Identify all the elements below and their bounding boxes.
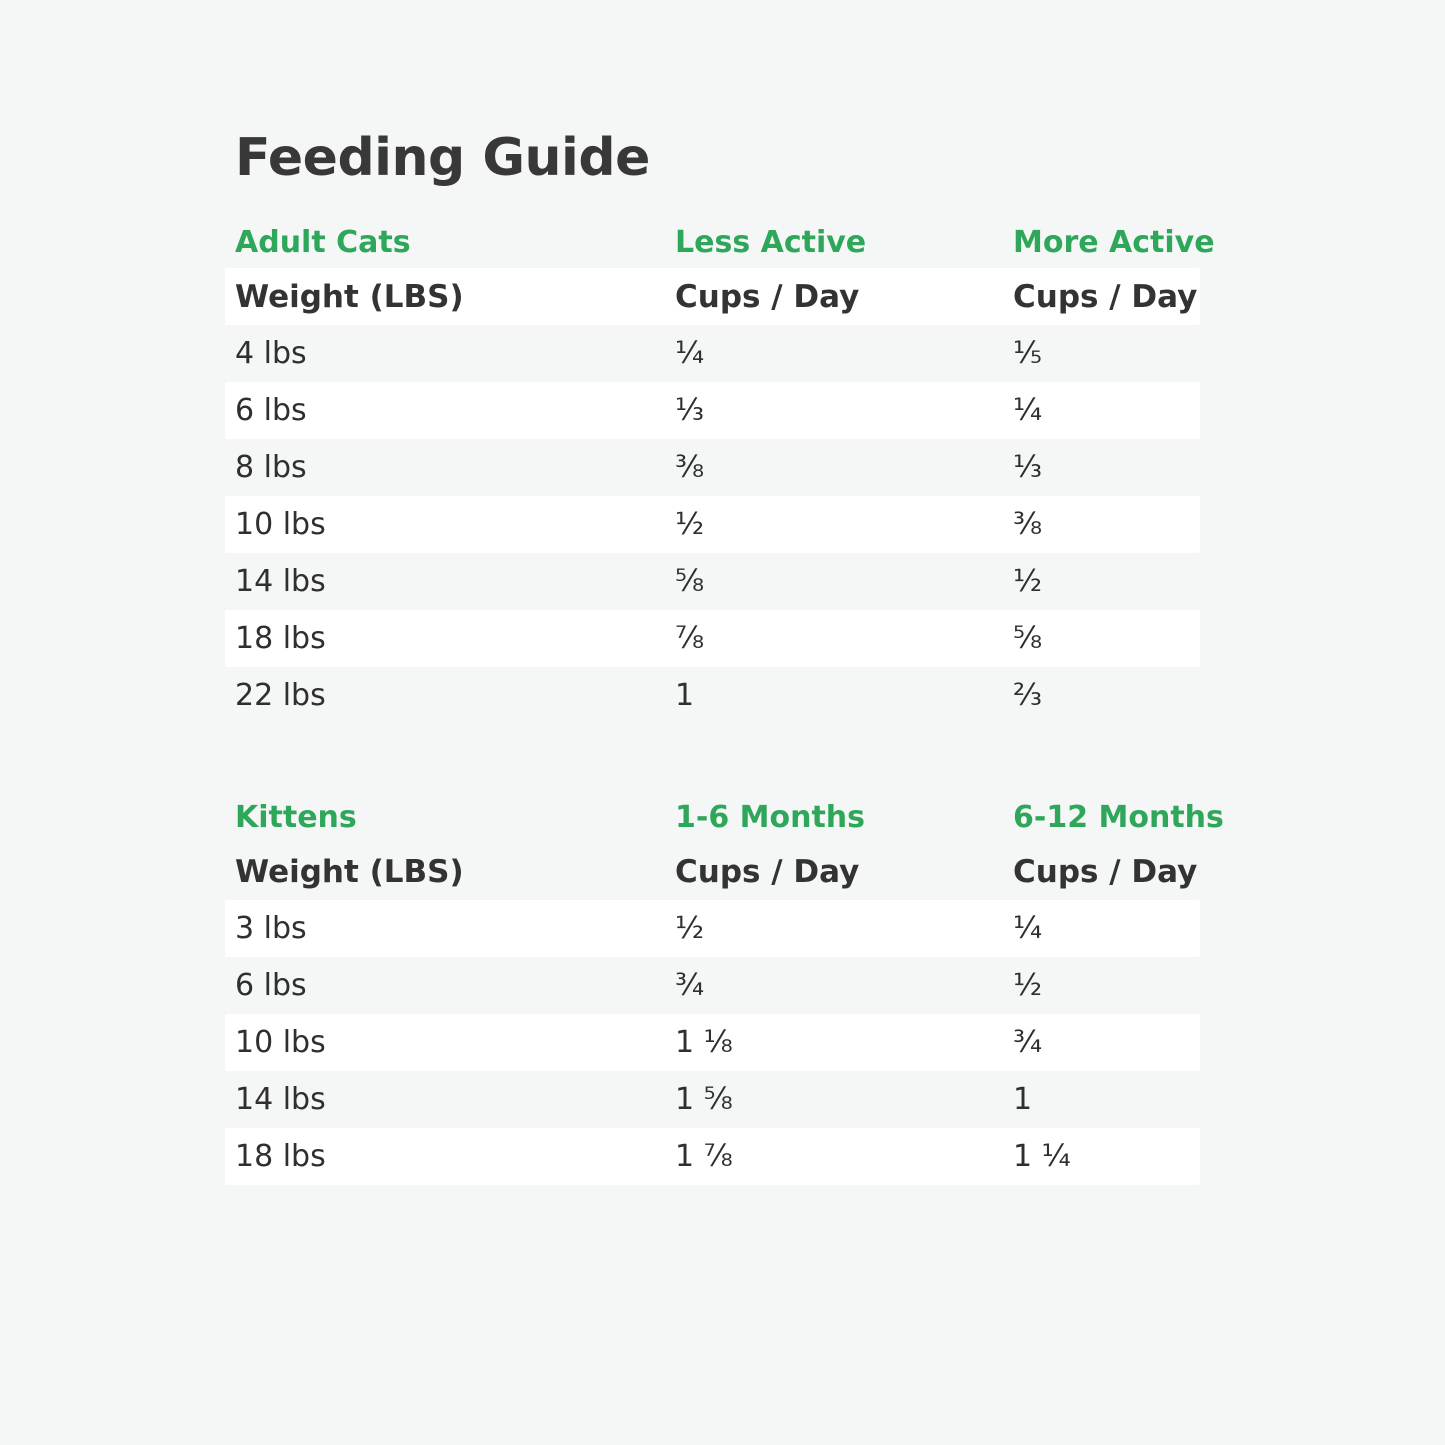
group-label-adult-cats: Adult Cats — [235, 224, 411, 260]
table-row — [225, 610, 1200, 667]
table-row — [225, 382, 1200, 439]
cups-per-day-cell: ¼ — [675, 336, 705, 371]
kittens-header-row — [225, 791, 1224, 843]
weight-cell: 18 lbs — [235, 1139, 326, 1174]
cups-per-day-cell: ¾ — [675, 968, 705, 1003]
table-row — [225, 496, 1200, 553]
table-row — [225, 667, 1200, 724]
cups-per-day-cell: 1 ⅝ — [675, 1082, 733, 1117]
weight-cell: 18 lbs — [235, 621, 326, 656]
cups-per-day-cell: ¼ — [1013, 911, 1043, 946]
cups-per-day-cell: ⅓ — [1013, 450, 1043, 485]
subheader-cups-per-day: Cups / Day — [675, 278, 860, 315]
cups-per-day-cell: 1 — [675, 678, 695, 713]
cups-per-day-cell: 1 ⅛ — [675, 1025, 733, 1060]
cups-per-day-cell: ⅕ — [1013, 336, 1043, 371]
weight-cell: 6 lbs — [235, 393, 307, 428]
cups-per-day-cell: ⅜ — [675, 450, 705, 485]
weight-cell: 14 lbs — [235, 1082, 326, 1117]
cups-per-day-cell: ½ — [675, 911, 705, 946]
kittens-table — [225, 791, 1224, 1185]
weight-cell: 3 lbs — [235, 911, 307, 946]
subheader-weight: Weight (LBS) — [235, 278, 464, 315]
cups-per-day-cell: ⅔ — [1013, 678, 1043, 713]
cups-per-day-cell: ⅞ — [675, 621, 705, 656]
table-row — [225, 1014, 1200, 1071]
weight-cell: 22 lbs — [235, 678, 326, 713]
adult-cats-header-row — [225, 216, 1215, 268]
cups-per-day-cell: ⅜ — [1013, 507, 1043, 542]
table-row — [225, 553, 1200, 610]
cups-per-day-cell: ⅓ — [675, 393, 705, 428]
cups-per-day-cell: 1 ¼ — [1013, 1139, 1071, 1174]
adult-cats-table — [225, 216, 1215, 724]
weight-cell: 4 lbs — [235, 336, 307, 371]
table-row — [225, 439, 1200, 496]
weight-cell: 6 lbs — [235, 968, 307, 1003]
weight-cell: 10 lbs — [235, 1025, 326, 1060]
cups-per-day-cell: ½ — [1013, 564, 1043, 599]
subheader-cups-per-day: Cups / Day — [1013, 278, 1198, 315]
weight-cell: 14 lbs — [235, 564, 326, 599]
adult-cats-subheader-row — [225, 268, 1200, 325]
cups-per-day-cell: ⅝ — [1013, 621, 1043, 656]
content-area — [225, 0, 1224, 1185]
weight-cell: 10 lbs — [235, 507, 326, 542]
table-row — [225, 1128, 1200, 1185]
page-title: Feeding Guide — [235, 128, 650, 188]
cups-per-day-cell: ¾ — [1013, 1025, 1043, 1060]
subheader-cups-per-day: Cups / Day — [1013, 853, 1198, 890]
column-label-less-active: Less Active — [675, 224, 867, 260]
cups-per-day-cell: ½ — [1013, 968, 1043, 1003]
subheader-cups-per-day: Cups / Day — [675, 853, 860, 890]
cups-per-day-cell: ⅝ — [675, 564, 705, 599]
column-label-6-12-months: 6-12 Months — [1013, 799, 1224, 835]
table-row — [225, 957, 1200, 1014]
cups-per-day-cell: ½ — [675, 507, 705, 542]
group-label-kittens: Kittens — [235, 799, 357, 835]
column-label-more-active: More Active — [1013, 224, 1215, 260]
subheader-weight: Weight (LBS) — [235, 853, 464, 890]
cups-per-day-cell: 1 ⅞ — [675, 1139, 733, 1174]
table-row — [225, 1071, 1200, 1128]
weight-cell: 8 lbs — [235, 450, 307, 485]
kittens-subheader-row — [225, 843, 1200, 900]
column-label-1-6-months: 1-6 Months — [675, 799, 866, 835]
table-row — [225, 325, 1200, 382]
table-row — [225, 900, 1200, 957]
cups-per-day-cell: 1 — [1013, 1082, 1033, 1117]
kittens-rows — [225, 900, 1200, 1185]
cups-per-day-cell: ¼ — [1013, 393, 1043, 428]
adult-cats-rows — [225, 325, 1200, 724]
